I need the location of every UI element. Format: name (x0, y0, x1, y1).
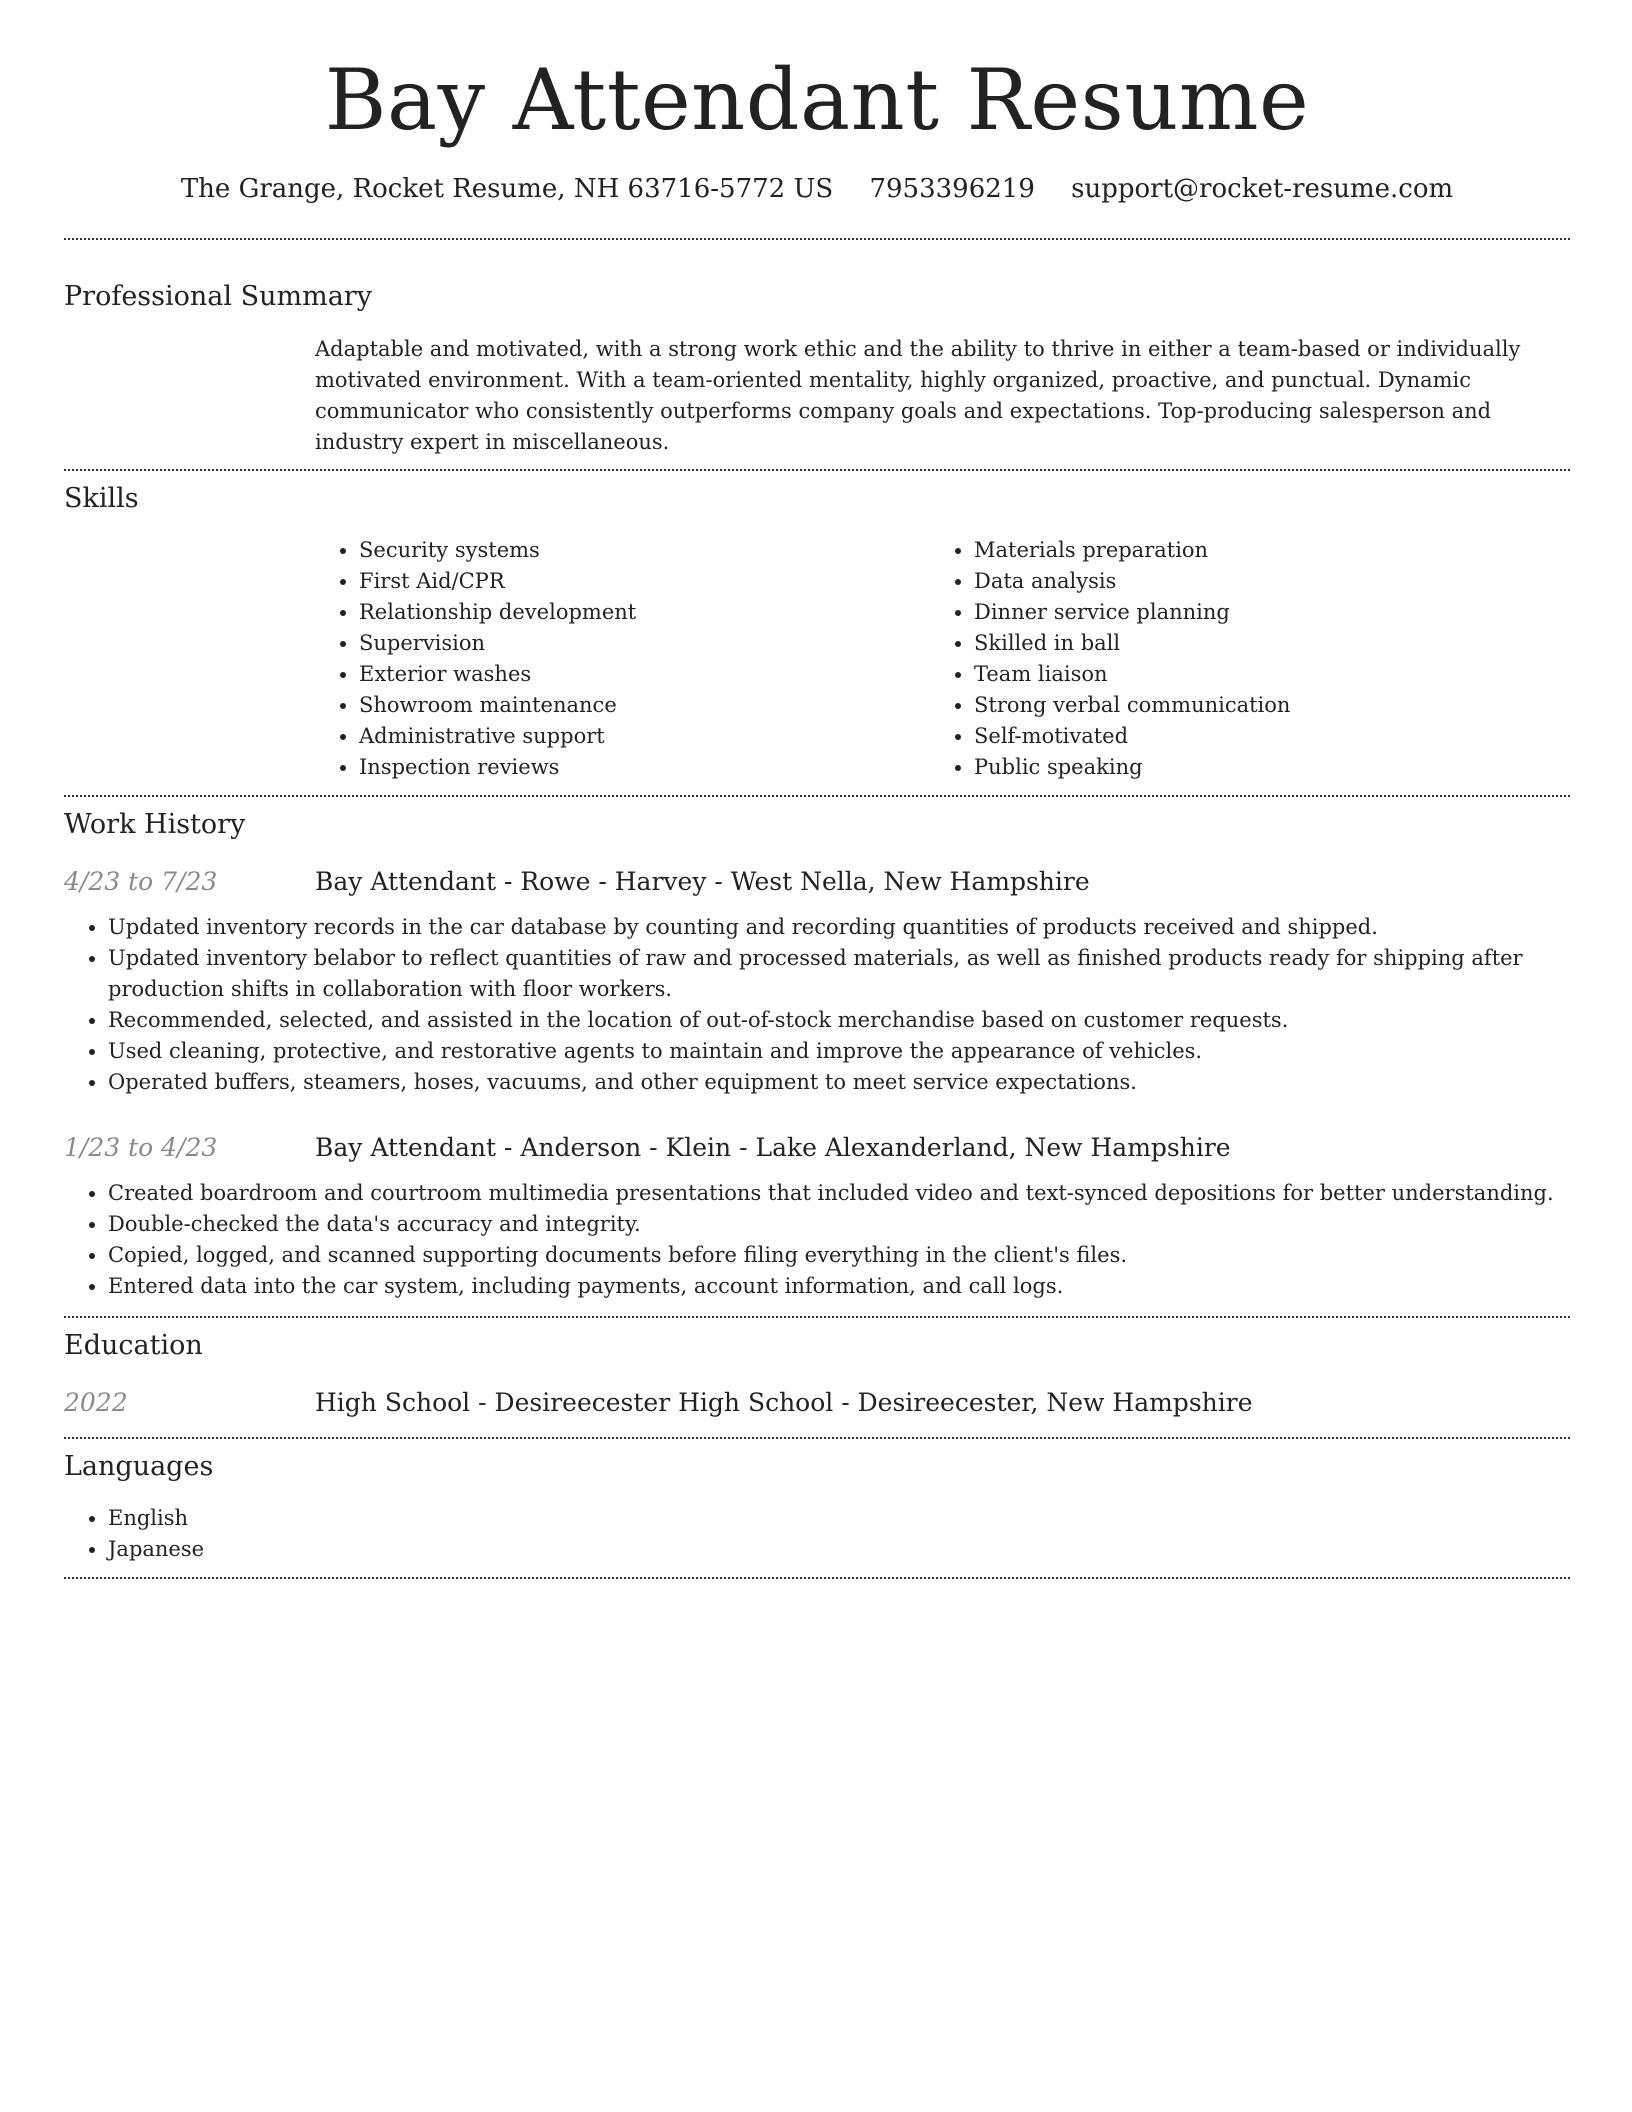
summary-section (64, 240, 1570, 458)
skill-item: • First Aid/CPR (359, 566, 930, 597)
education-heading (315, 1386, 1253, 1420)
job-title: Bay Attendant - Rowe - Harvey - West Nella, New Hampshire (315, 867, 1090, 896)
education-title: Education (64, 1330, 203, 1361)
job-duty: • Operated buffers, steamers, hoses, vacuums, and other equipment to meet service expectations. (108, 1067, 1570, 1098)
languages-section (64, 1439, 1570, 1565)
skill-item: • Security systems (359, 535, 930, 566)
education-section (64, 1318, 1570, 1420)
skills-title: Skills (64, 483, 139, 514)
work-section (64, 797, 1570, 1302)
education-degree: High School (315, 1388, 471, 1417)
job-entry (64, 865, 1570, 1098)
job-heading (64, 1131, 1570, 1165)
education-year: 2022 (64, 1388, 128, 1417)
skill-item: • Skilled in ball (974, 628, 1545, 659)
languages-list (64, 1503, 1570, 1565)
skill-item: • Exterior washes (359, 659, 930, 690)
job-duty: • Copied, logged, and scanned supporting documents before filing everything in the client's files. (108, 1240, 1570, 1271)
skills-list-right (930, 535, 1545, 783)
summary-title: Professional Summary (64, 281, 372, 312)
skill-item: • Showroom maintenance (359, 690, 930, 721)
job-duties (64, 1178, 1570, 1302)
job-duty: • Recommended, selected, and assisted in the location of out-of-stock merchandise based on customer requests. (108, 1005, 1570, 1036)
contact-line (64, 172, 1570, 206)
skills-column-right (930, 535, 1545, 783)
contact-email: support@rocket-resume.com (1071, 174, 1454, 204)
job-title: Bay Attendant - Anderson - Klein - Lake Alexanderland, New Hampshire (315, 1133, 1231, 1162)
job-duty: • Used cleaning, protective, and restorative agents to maintain and improve the appearance of vehicles. (108, 1036, 1570, 1067)
skills-grid (315, 535, 1570, 783)
job-duty: • Entered data into the car system, including payments, account information, and call logs. (108, 1271, 1570, 1302)
languages-title: Languages (64, 1451, 214, 1482)
resume-name: Bay Attendant Resume (324, 51, 1310, 149)
job-duty: • Updated inventory belabor to reflect quantities of raw and processed materials, as well as finished products ready for shipping after production shifts in collaboration with floor workers. (108, 943, 1570, 1005)
resume-header (64, 0, 1570, 206)
language-item: • Japanese (108, 1534, 1570, 1565)
resume-page (64, 0, 1570, 1579)
job-duty: • Created boardroom and courtroom multimedia presentations that included video and text-synced depositions for better understanding. (108, 1178, 1570, 1209)
skill-item: • Strong verbal communication (974, 690, 1545, 721)
contact-phone: 7953396219 (869, 174, 1035, 204)
skill-item: • Relationship development (359, 597, 930, 628)
language-item: • English (108, 1503, 1570, 1534)
skill-item: • Materials preparation (974, 535, 1545, 566)
skill-item: • Data analysis (974, 566, 1545, 597)
skill-item: • Administrative support (359, 721, 930, 752)
work-title: Work History (64, 809, 246, 840)
skill-item: • Supervision (359, 628, 930, 659)
summary-text: Adaptable and motivated, with a strong work ethic and the ability to thrive in either a team-based or individually motivated environment. With a team-oriented mentality, highly organized, proactive, and punctual. Dynamic communicator who consistently outperforms company goals and expectations. Top-producing salesperson and industry expert in miscellaneous. (315, 337, 1521, 454)
job-heading (64, 865, 1570, 899)
job-dates: 1/23 to 4/23 (64, 1133, 218, 1162)
skills-section (64, 471, 1570, 783)
job-dates: 4/23 to 7/23 (64, 867, 218, 896)
section-divider (64, 1577, 1570, 1579)
skill-item: • Team liaison (974, 659, 1545, 690)
skills-list-left (315, 535, 930, 783)
job-duty: • Updated inventory records in the car database by counting and recording quantities of products received and shipped. (108, 912, 1570, 943)
education-entry (64, 1386, 1570, 1420)
skill-item: • Self-motivated (974, 721, 1545, 752)
education-detail: - Desireecester High School - Desireecester, New Hampshire (470, 1388, 1253, 1417)
skill-item: • Inspection reviews (359, 752, 930, 783)
job-duty: • Double-checked the data's accuracy and integrity. (108, 1209, 1570, 1240)
skills-column-left (315, 535, 930, 783)
job-duties (64, 912, 1570, 1098)
skill-item: • Dinner service planning (974, 597, 1545, 628)
contact-address: The Grange, Rocket Resume, NH 63716-5772 US (180, 174, 834, 204)
skill-item: • Public speaking (974, 752, 1545, 783)
job-entry (64, 1131, 1570, 1302)
